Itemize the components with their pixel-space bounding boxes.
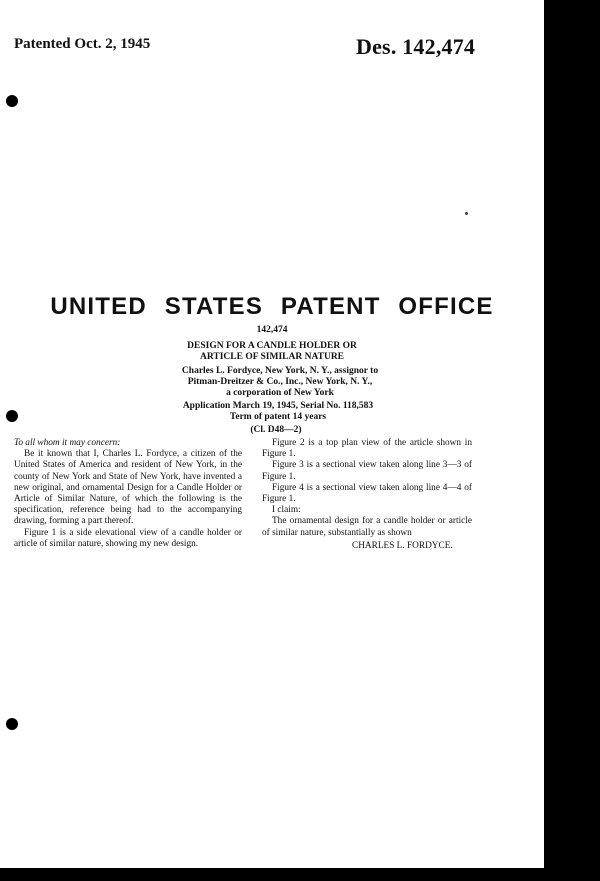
- scan-border-bottom: [0, 868, 600, 881]
- inventor-line: a corporation of New York: [226, 388, 334, 398]
- term-line: Term of patent 14 years: [229, 412, 327, 422]
- inventor-line: Pitman-Dreitzer & Co., Inc., New York, N. Y.,: [187, 377, 373, 387]
- punch-hole-bottom: [6, 718, 18, 730]
- classification: (Cl. D48—2): [250, 425, 302, 435]
- right-column: [262, 438, 472, 539]
- scan-border-right: [544, 0, 600, 881]
- title-line: DESIGN FOR A CANDLE HOLDER OR: [187, 341, 357, 351]
- design-patent-number: Des. 142,474: [356, 34, 476, 59]
- patent-date: Patented Oct. 2, 1945: [14, 36, 151, 52]
- application-block: [6, 401, 544, 423]
- title-line: ARTICLE OF SIMILAR NATURE: [199, 352, 345, 362]
- paragraph: Be it known that I, Charles L. Fordyce, a citizen of the United States of America and resident of New York, in the county of New York and State of New York, have invented a new original, and ornamental Design for a Candle Holder or Article of Similar Nature, of which the following is the specification, reference being had to the accompanying drawing, forming a part thereof.: [14, 449, 242, 527]
- inventor-block: [8, 366, 544, 399]
- paragraph: Figure 2 is a top plan view of the article shown in Figure 1.: [262, 438, 472, 460]
- left-column: [14, 438, 242, 550]
- design-title: [0, 341, 544, 363]
- claim-label: I claim:: [272, 505, 301, 516]
- paragraph: Figure 3 is a sectional view taken along line 3—3 of Figure 1.: [262, 460, 472, 482]
- office-heading: UNITED STATES PATENT OFFICE: [50, 293, 494, 320]
- application-line: Application March 19, 1945, Serial No. 118,583: [182, 401, 374, 411]
- paragraph: Figure 1 is a side elevational view of a candle holder or article of similar nature, showing my new design.: [14, 527, 242, 549]
- claim-text: The ornamental design for a candle holder or article of similar nature, substantially as shown: [262, 516, 472, 538]
- inventor-line: Charles L. Fordyce, New York, N. Y., assignor to: [181, 366, 379, 376]
- patent-number-center: 142,474: [256, 325, 288, 335]
- salutation: To all whom it may concern:: [14, 438, 121, 448]
- paragraph: Figure 4 is a sectional view taken along line 4—4 of Figure 1.: [262, 482, 472, 505]
- scan-speck: [465, 212, 468, 215]
- punch-hole-top: [6, 95, 18, 107]
- inventor-signature: CHARLES L. FORDYCE.: [352, 541, 453, 551]
